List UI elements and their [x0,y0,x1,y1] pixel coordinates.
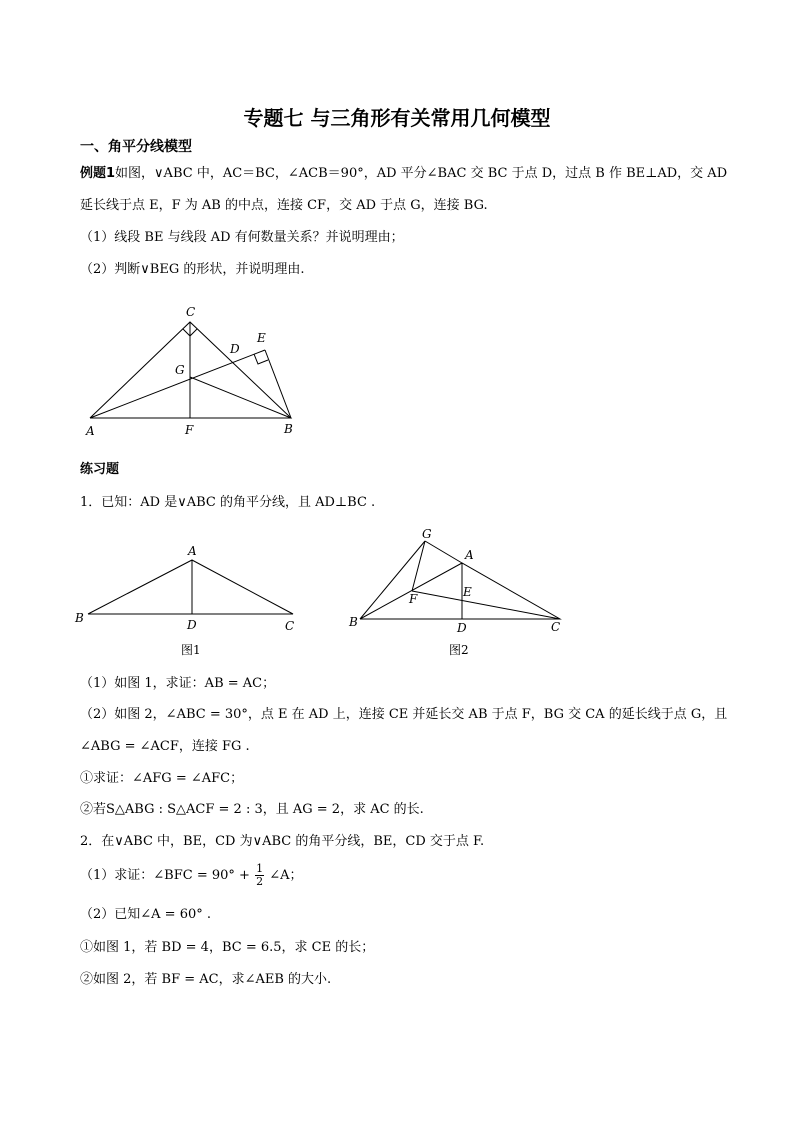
label-b: B [284,422,293,436]
label-d: D [230,342,240,356]
fraction-half [255,863,264,888]
example-question-1: （1）线段 BE 与线段 AD 有何数量关系？并说明理由； [80,230,404,245]
label-c: C [186,305,196,319]
page-title: 专题七 与三角形有关常用几何模型 [243,106,551,130]
fig1-label-a: A [188,544,197,558]
fig1-label-d: D [187,618,197,632]
example-label: 例题1 [80,166,116,181]
p1-sub-2-ratio: S△ABG : S△ACF = 2 : 3 [106,802,263,817]
fraction-numerator: 1 [256,862,264,875]
p2-question-1 [80,863,302,888]
fig2-caption: 图2 [449,643,469,657]
example-question-2: （2）判断∨BEG 的形状，并说明理由. [80,262,305,277]
fig2-label-a: A [465,548,474,562]
example-line-2: 延长线于点 E，F 为 AB 的中点，连接 CF，交 AD 于点 G，连接 BG. [80,198,488,213]
label-f: F [185,423,194,437]
practice-heading: 练习题 [80,462,120,477]
p1-question-2-line-1: （2）如图 2，∠ABC = 30°，点 E 在 AD 上，连接 CE 并延长交 AB 于点 F，BG 交 CA 的延长线于点 G，且 [80,707,728,722]
fig2-label-c: C [551,620,561,634]
label-g: G [175,363,185,377]
p1-sub-2-post: ，且 AG = 2，求 AC 的长. [262,802,424,817]
p1-question-2-line-2: ∠ABG = ∠ACF，连接 FG . [80,739,250,754]
label-e: E [257,331,266,345]
p2-stem: 2．在∨ABC 中，BE，CD 为∨ABC 的角平分线，BE，CD 交于点 F. [80,834,485,849]
p1-stem: 1．已知：AD 是∨ABC 的角平分线，且 AD⊥BC . [80,495,376,510]
p1-sub-2 [80,801,424,819]
fig2-label-d: D [457,621,467,635]
fig2-label-f: F [409,592,418,606]
p1-sub-1: ①求证：∠AFG = ∠AFC； [80,771,244,786]
fig2-label-e: E [463,585,472,599]
triangle-abc-fig2 [360,563,560,619]
fig1-label-b: B [75,611,84,625]
p1-sub-2-pre: ②若 [80,802,107,817]
fig1-caption: 图1 [181,643,201,657]
p2-q1-post: ∠A； [269,868,303,883]
fraction-denominator: 2 [256,875,264,888]
label-a: A [86,424,95,438]
fig2-label-b: B [349,615,358,629]
section-heading: 一、角平分线模型 [80,139,192,155]
example-text-1: 如图，∨ABC 中，AC＝BC，∠ACB＝90°，AD 平分∠BAC 交 BC 于点 D，过点 B 作 BE⊥AD，交 AD [115,166,728,181]
fig2-label-g: G [422,527,432,541]
p2-q1-pre: （1）求证：∠BFC = 90° + [80,868,250,883]
segment-ga [425,541,462,563]
p2-sub-1: ①如图 1，若 BD = 4，BC = 6.5，求 CE 的长； [80,940,375,955]
p2-question-2: （2）已知∠A = 60° . [80,907,212,922]
fig1-label-c: C [285,619,295,633]
p1-question-1: （1）如图 1，求证：AB = AC； [80,676,276,691]
segment-fc [412,591,560,619]
p2-sub-2: ②如图 2，若 BF = AC，求∠AEB 的大小. [80,972,332,987]
